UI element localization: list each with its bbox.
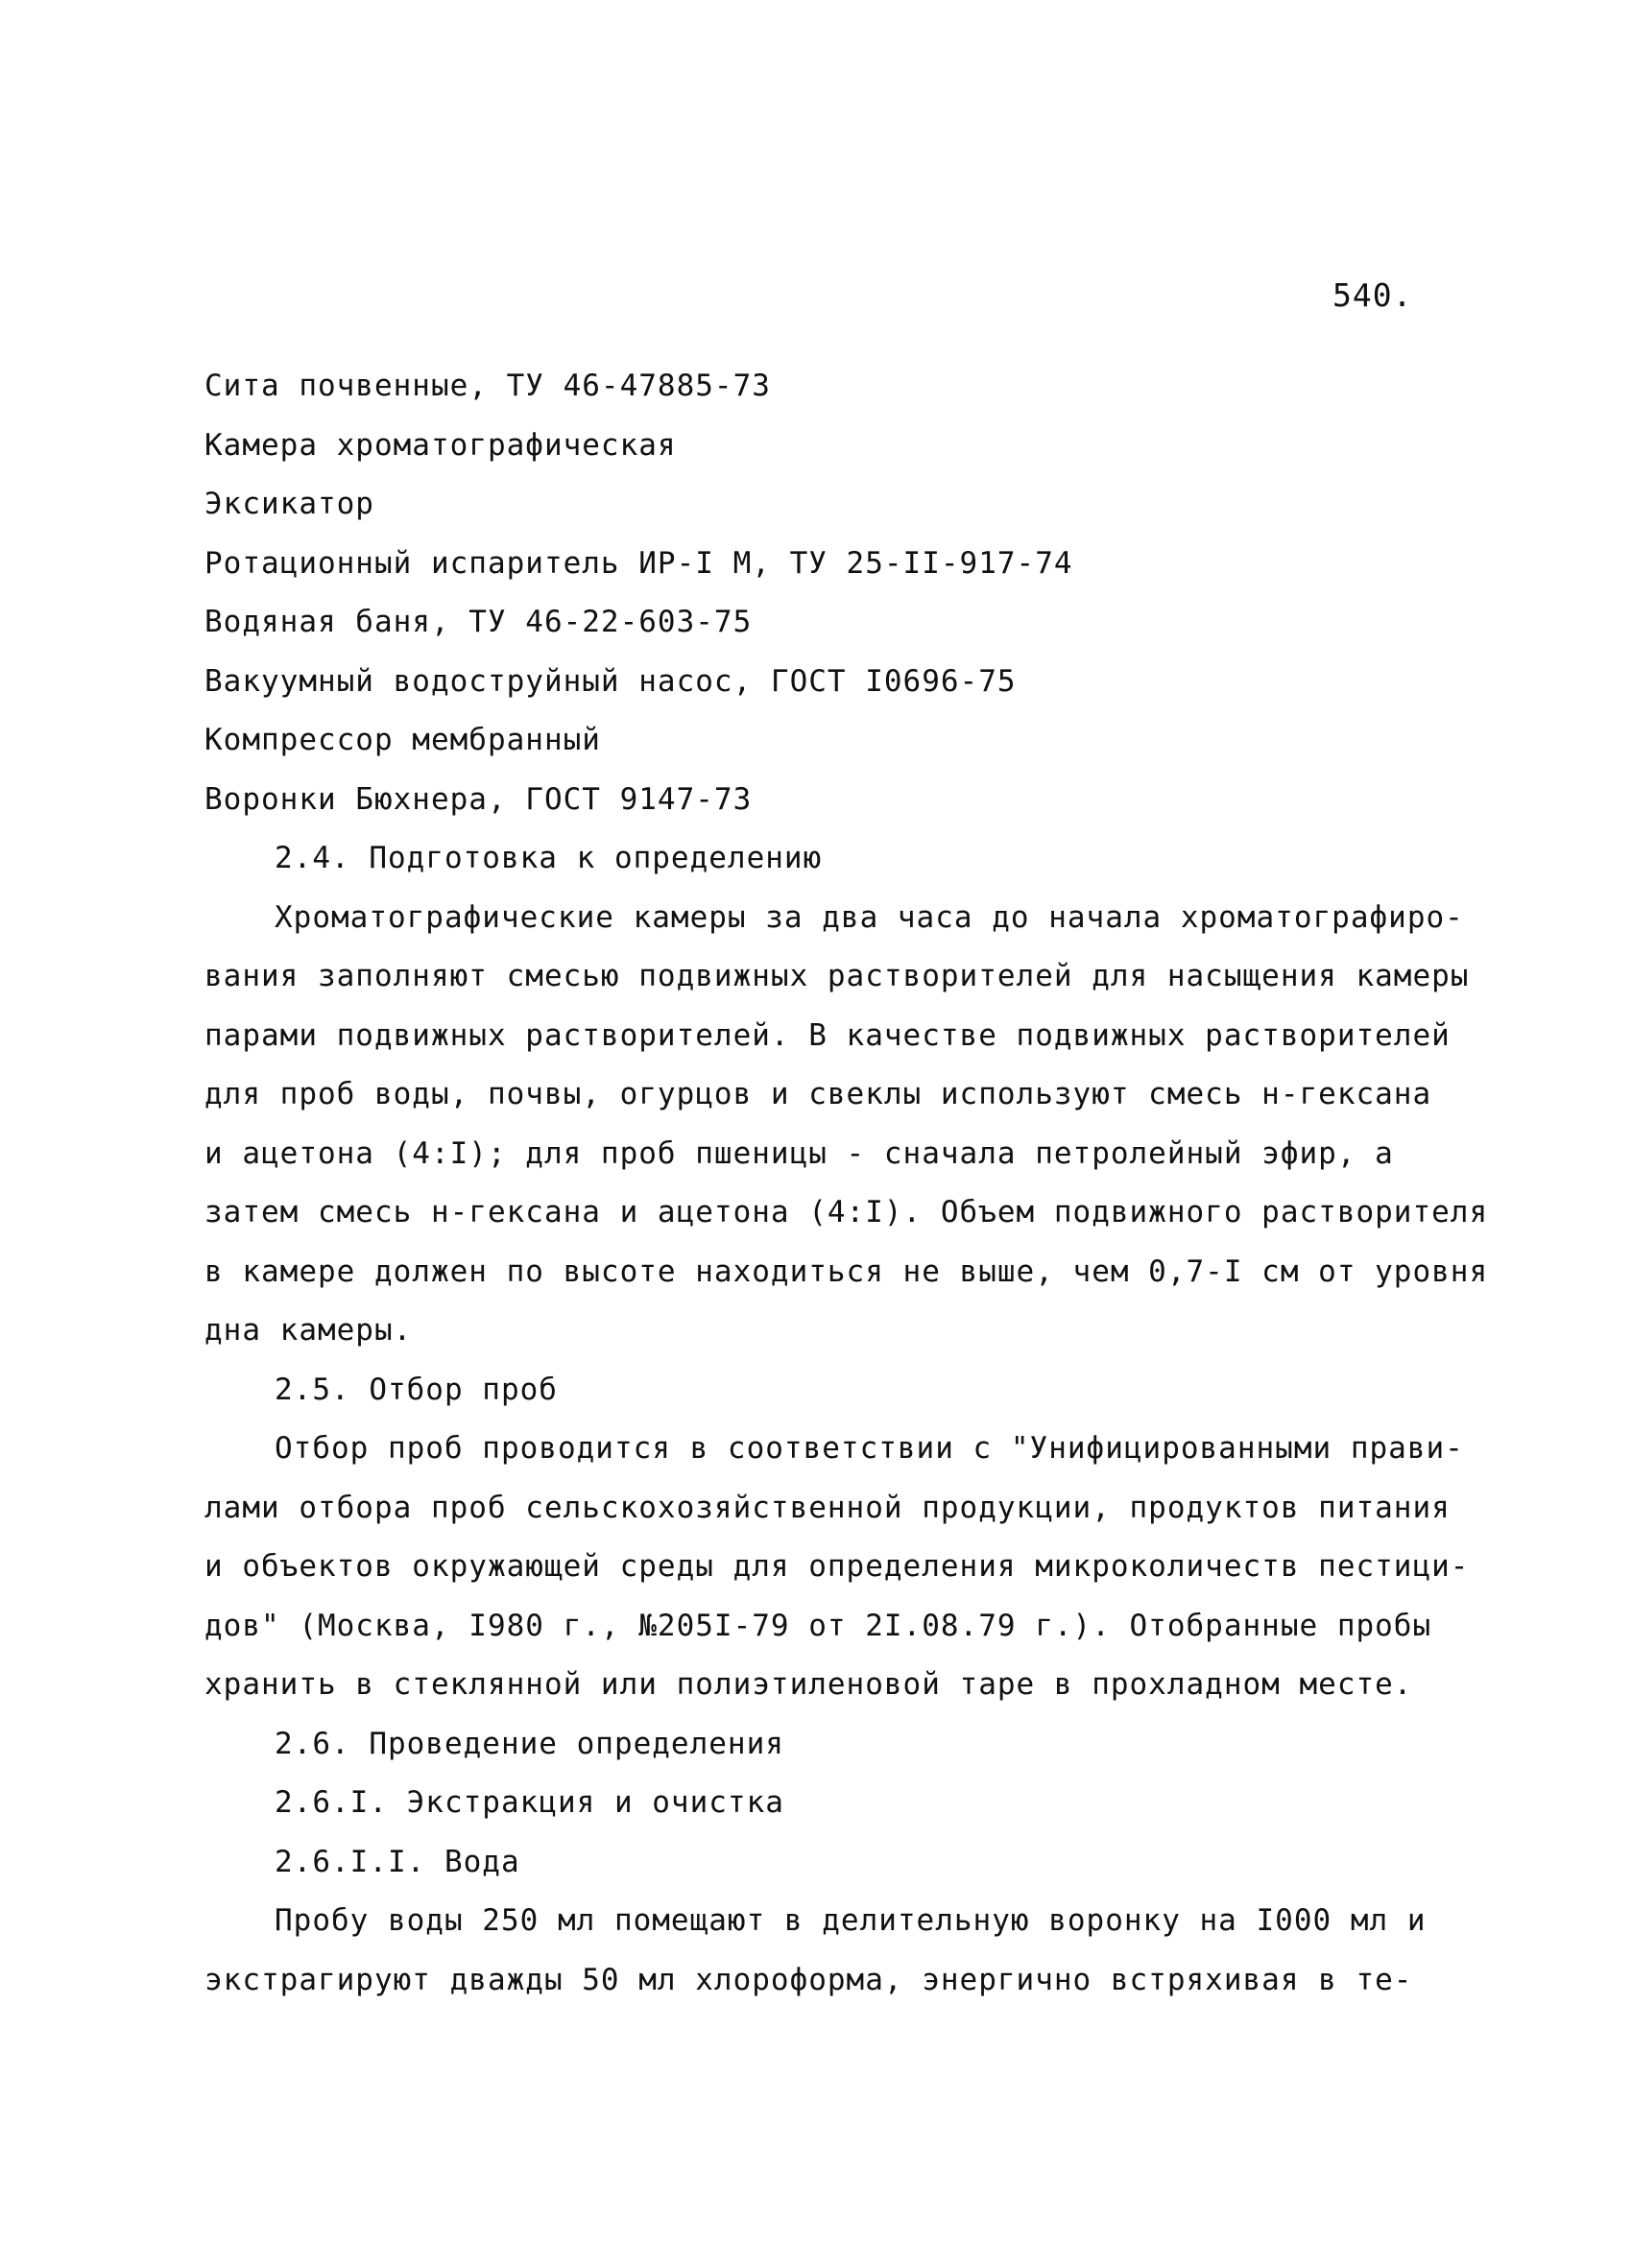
paragraph-line: Пробу воды 250 мл помещают в делительную воронку на I000 мл и: [275, 1903, 1427, 1938]
paragraph-line: экстрагируют дважды 50 мл хлороформа, энергично встряхивая в те-: [204, 1962, 1413, 1997]
section-heading: 2.5. Отбор проб: [275, 1372, 558, 1407]
paragraph-line: хранить в стеклянной или полиэтиленовой таре в прохладном месте.: [204, 1667, 1413, 1702]
paragraph-line: Хроматографические камеры за два часа до начала хроматографиро-: [275, 899, 1464, 935]
page-number: 540.: [1332, 276, 1413, 314]
subsubsection-heading: 2.6.I.I. Вода: [275, 1844, 520, 1879]
paragraph-line: и ацетона (4:I); для проб пшеницы - сначала петролейный эфир, а: [204, 1135, 1394, 1171]
paragraph-line: парами подвижных растворителей. В качестве подвижных растворителей: [204, 1017, 1451, 1053]
equipment-item: Воронки Бюхнера, ГОСТ 9147-73: [204, 781, 753, 817]
section-heading: 2.4. Подготовка к определению: [275, 841, 823, 875]
equipment-item: Ротационный испаритель ИР-I М, ТУ 25-II-917-74: [204, 545, 1073, 581]
paragraph-line: Отбор проб проводится в соответствии с "Унифицированными прави-: [275, 1431, 1464, 1466]
section-heading: 2.6. Проведение определения: [275, 1726, 784, 1761]
subsection-heading: 2.6.I. Экстракция и очистка: [275, 1785, 784, 1820]
paragraph-line: дна камеры.: [204, 1313, 413, 1348]
equipment-item: Водяная баня, ТУ 46-22-603-75: [204, 605, 753, 639]
paragraph-line: лами отбора проб сельскохозяйственной продукции, продуктов питания: [204, 1490, 1451, 1525]
equipment-item: Эксикатор: [204, 487, 374, 521]
equipment-item: Компрессор мембранный: [204, 723, 601, 757]
equipment-item: Камера хроматографическая: [204, 427, 677, 463]
paragraph-line: дов" (Москва, I980 г., №205I-79 от 2I.08.79 г.). Отобранные пробы: [204, 1608, 1432, 1643]
paragraph-line: вания заполняют смесью подвижных растворителей для насыщения камеры: [204, 959, 1470, 993]
equipment-item: Сита почвенные, ТУ 46-47885-73: [204, 369, 771, 403]
paragraph-line: и объектов окружающей среды для определения микроколичеств пестици-: [204, 1549, 1470, 1584]
paragraph-line: для проб воды, почвы, огурцов и свеклы используют смесь н-гексана: [204, 1077, 1432, 1111]
paragraph-line: в камере должен по высоте находиться не выше, чем 0,7-I см от уровня: [204, 1253, 1489, 1289]
document-body: [204, 357, 1489, 2010]
paragraph-line: затем смесь н-гексана и ацетона (4:I). Объем подвижного растворителя: [204, 1195, 1489, 1229]
equipment-item: Вакуумный водоструйный насос, ГОСТ I0696-75: [204, 663, 1017, 699]
